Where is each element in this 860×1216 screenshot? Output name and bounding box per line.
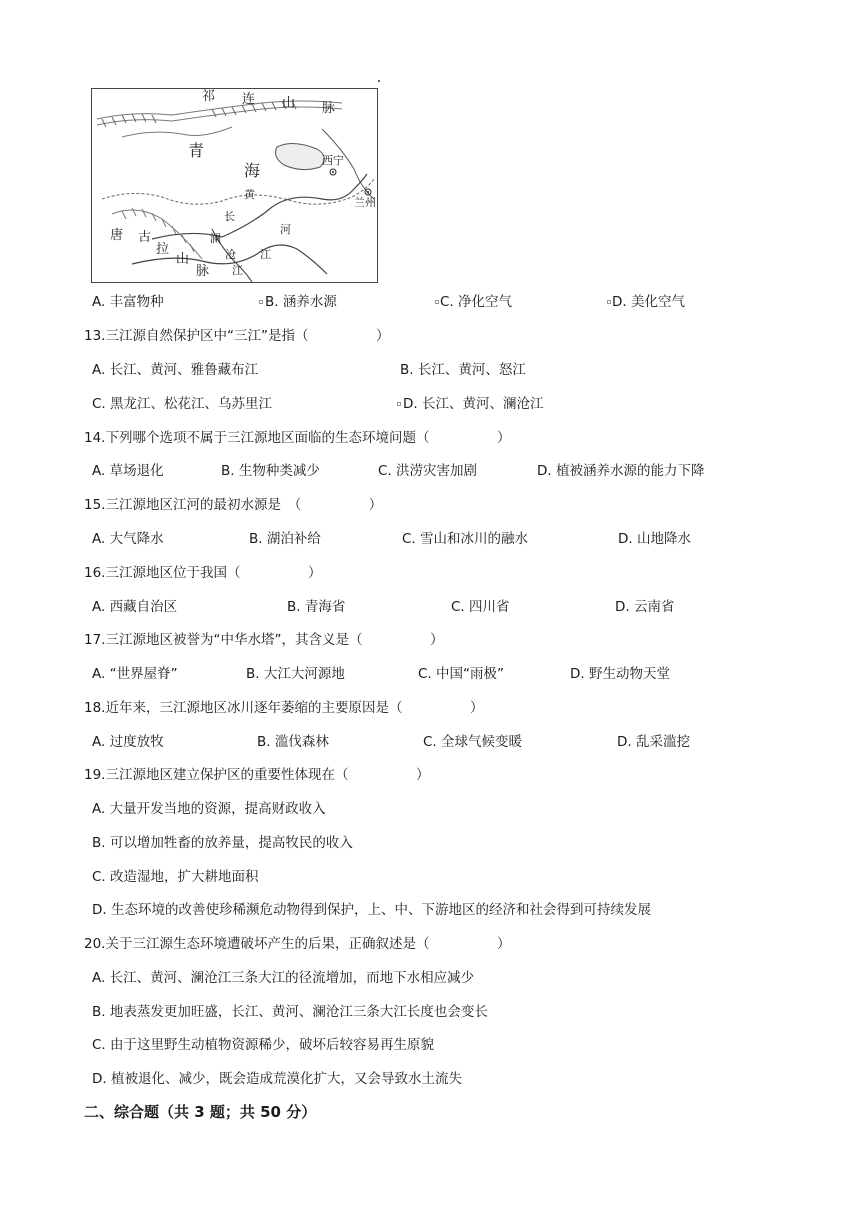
option-b[interactable]: B. 青海省: [287, 599, 346, 615]
map-label: 古: [138, 230, 152, 245]
map-label: 脉: [196, 264, 210, 279]
question-stem: 13.三江源自然保护区中“三江”是指（ ）: [84, 328, 390, 344]
option-a[interactable]: A. 大量开发当地的资源，提高财政收入: [92, 801, 326, 817]
map-label: 澜: [210, 232, 221, 245]
map-label: 黄: [244, 188, 255, 201]
option-c[interactable]: C. 中国“雨极”: [418, 666, 504, 682]
map-label-xining: 西宁: [322, 154, 344, 167]
map-label: 山: [282, 96, 296, 111]
question-stem: 19.三江源地区建立保护区的重要性体现在（ ）: [84, 767, 430, 783]
option-marker: [397, 402, 401, 406]
question-stem: 15.三江源地区江河的最初水源是 （ ）: [84, 497, 383, 513]
option-d[interactable]: D. 植被退化、减少，既会造成荒漠化扩大，又会导致水土流失: [92, 1071, 462, 1087]
option-d[interactable]: D. 乱采滥挖: [617, 734, 690, 750]
map-label: 连: [242, 92, 256, 107]
map-label: 江: [260, 248, 271, 261]
option-b[interactable]: B. 长江、黄河、怒江: [400, 362, 526, 378]
option-b[interactable]: B. 滥伐森林: [257, 734, 329, 750]
map-label: 沧: [225, 248, 236, 261]
option-a[interactable]: A. 长江、黄河、雅鲁藏布江: [92, 362, 259, 378]
question-stem: 20.关于三江源生态环境遭破坏产生的后果，正确叙述是（ ）: [84, 936, 511, 952]
option-marker: [435, 300, 439, 304]
map-label: 祁: [202, 89, 216, 104]
option-b[interactable]: B. 涵养水源: [265, 294, 337, 310]
question-stem: 14.下列哪个选项不属于三江源地区面临的生态环境问题（ ）: [84, 430, 511, 446]
option-c[interactable]: C. 改造湿地，扩大耕地面积: [92, 869, 259, 885]
qilian-mountains: [97, 101, 342, 137]
option-c[interactable]: C. 净化空气: [440, 294, 513, 310]
map-label-lanzhou: 兰州: [354, 196, 376, 209]
boundary-line: [102, 179, 374, 204]
option-a[interactable]: A. “世界屋脊”: [92, 666, 178, 682]
yellow-river: [152, 174, 367, 239]
option-a[interactable]: A. 过度放牧: [92, 734, 164, 750]
section-heading: 二、综合题（共 3 题；共 50 分）: [84, 1103, 317, 1121]
option-marker: [259, 300, 263, 304]
map-label: 脉: [322, 101, 336, 116]
option-d[interactable]: D. 云南省: [615, 599, 675, 615]
option-d[interactable]: D. 美化空气: [612, 294, 685, 310]
option-c[interactable]: C. 黑龙江、松花江、乌苏里江: [92, 396, 273, 412]
map-label: 海: [244, 161, 261, 180]
map-label: 青: [188, 141, 205, 160]
option-a[interactable]: A. 丰富物种: [92, 294, 164, 310]
qinghai-map-figure: [91, 88, 378, 283]
option-c[interactable]: C. 四川省: [451, 599, 510, 615]
option-a[interactable]: A. 长江、黄河、澜沧江三条大江的径流增加，而地下水相应减少: [92, 970, 475, 986]
option-a[interactable]: A. 大气降水: [92, 531, 164, 547]
map-label: 长: [224, 210, 235, 223]
page-mark: [378, 80, 380, 82]
map-label: 河: [280, 223, 291, 236]
map-label: 拉: [156, 242, 170, 257]
option-b[interactable]: B. 生物种类减少: [221, 463, 320, 479]
option-d[interactable]: D. 长江、黄河、澜沧江: [403, 396, 544, 412]
option-b[interactable]: B. 可以增加牲畜的放养量，提高牧民的收入: [92, 835, 353, 851]
question-stem: 16.三江源地区位于我国（ ）: [84, 565, 322, 581]
map-label: 山: [176, 252, 190, 267]
option-marker: [607, 300, 611, 304]
option-c[interactable]: C. 由于这里野生动植物资源稀少，破坏后较容易再生原貌: [92, 1037, 435, 1053]
option-d[interactable]: D. 山地降水: [618, 531, 691, 547]
option-b[interactable]: B. 大江大河源地: [246, 666, 345, 682]
option-a[interactable]: A. 西藏自治区: [92, 599, 178, 615]
option-c[interactable]: C. 洪涝灾害加剧: [378, 463, 478, 479]
option-b[interactable]: B. 湖泊补给: [249, 531, 321, 547]
option-d[interactable]: D. 野生动物天堂: [570, 666, 670, 682]
qinghai-lake: [276, 143, 325, 169]
option-c[interactable]: C. 雪山和冰川的融水: [402, 531, 529, 547]
option-b[interactable]: B. 地表蒸发更加旺盛，长江、黄河、澜沧江三条大江长度也会变长: [92, 1004, 488, 1020]
option-a[interactable]: A. 草场退化: [92, 463, 164, 479]
question-stem: 17.三江源地区被誉为“中华水塔”，其含义是（ ）: [84, 632, 444, 648]
map-label: 唐: [110, 228, 124, 243]
option-c[interactable]: C. 全球气候变暖: [423, 734, 523, 750]
map-label: 江: [232, 264, 243, 277]
option-d[interactable]: D. 生态环境的改善使珍稀濒危动物得到保护，上、中、下游地区的经济和社会得到可持续发展: [92, 902, 651, 918]
question-stem: 18.近年来，三江源地区冰川逐年萎缩的主要原因是（ ）: [84, 700, 484, 716]
option-d[interactable]: D. 植被涵养水源的能力下降: [537, 463, 705, 479]
